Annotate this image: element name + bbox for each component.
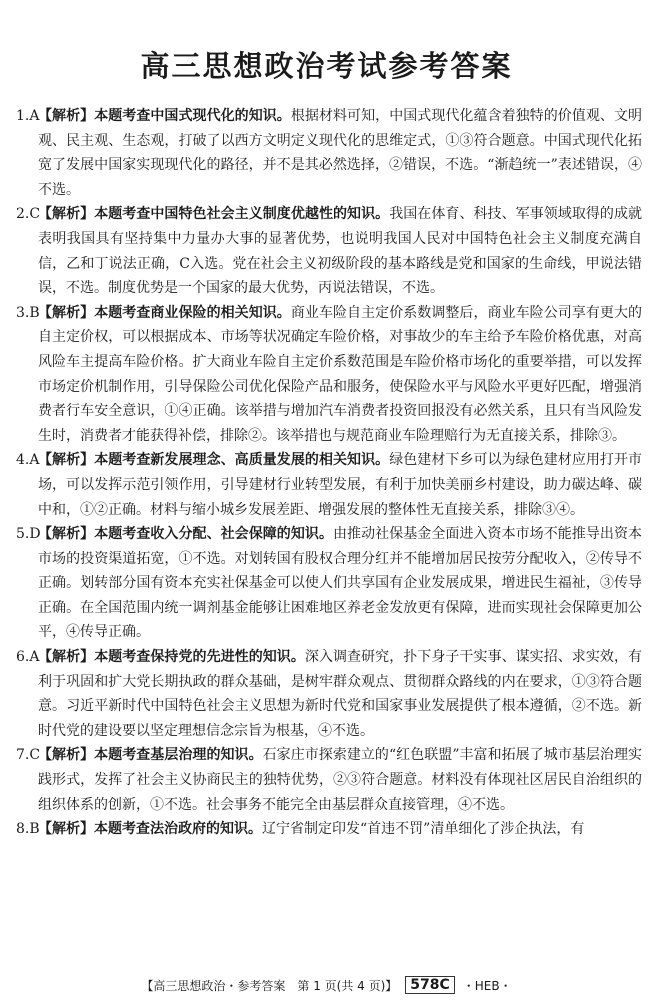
answer-letter: B bbox=[29, 821, 40, 838]
answer-letter: C bbox=[29, 206, 41, 223]
analysis-body: 绿色建材下乡可以为绿色建材应用打开市场，可以发挥示范引领作用，引导建材行业转型发展，有利于加快美丽乡村建设，助力碳达峰、碳中和，①②正确。材料与缩小城乡发展差距、增强发展的整体性无直接关系，排除③④。 bbox=[38, 452, 643, 518]
analysis-heading: 【解析】本题考查基层治理的知识。 bbox=[38, 747, 263, 764]
answer-number: 2. bbox=[16, 206, 30, 223]
answer-item bbox=[16, 817, 642, 842]
answer-item bbox=[16, 301, 642, 449]
analysis-heading: 【解析】本题考查新发展理念、高质量发展的相关知识。 bbox=[38, 452, 390, 469]
analysis-heading: 【解析】本题考查中国式现代化的知识。 bbox=[38, 108, 291, 124]
answer-list bbox=[16, 104, 642, 842]
analysis-body: 我国在体育、科技、军事领域取得的成就表明我国具有坚持集中力量办大事的显著优势，也说明我国人民对中国特色社会主义制度充满自信，乙和丁说法正确，C入选。党在社会主义初级阶段的基本路线是党和国家的生命线，甲说法错误，不选。制度优势是一个国家的最大优势，丙说法错误，不选。 bbox=[38, 206, 643, 297]
answer-letter: A bbox=[29, 452, 40, 469]
answer-item bbox=[16, 743, 642, 817]
analysis-body: 根据材料可知，中国式现代化蕴含着独特的价值观、文明观、民主观、生态观，打破了以西方文明定义现代化的思维定式，①③符合题意。中国式现代化拓宽了发展中国家实现现代化的路径，并不是其必然选择，②错误，不选。“渐趋统一”表述错误，④不选。 bbox=[38, 108, 643, 198]
analysis-body: 石家庄市探索建立的“红色联盟”丰富和拓展了城市基层治理实践形式，发挥了社会主义协商民主的独特优势，②③符合题意。材料没有体现社区居民自治组织的组织体系的创新，①不选。社会事务不能完全由基层群众直接管理，④不选。 bbox=[38, 747, 642, 813]
answer-number: 7. bbox=[16, 747, 30, 764]
analysis-heading: 【解析】本题考查商业保险的相关知识。 bbox=[38, 304, 291, 321]
answer-letter: C bbox=[29, 747, 41, 764]
analysis-heading: 【解析】本题考查保持党的先进性的知识。 bbox=[38, 649, 305, 666]
analysis-heading: 【解析】本题考查法治政府的知识。 bbox=[38, 821, 262, 838]
analysis-body: 深入调查研究，扑下身子干实事、谋实招、求实效，有利于巩固和扩大党长期执政的群众基础，是树牢群众观点、贯彻群众路线的内在要求，①③符合题意。习近平新时代中国特色社会主义思想为新时代党和国家事业发展提供了根本遵循，②不选。新时代党的建设要以坚定理想信念宗旨为根基，④不选。 bbox=[38, 649, 643, 739]
answer-number: 1. bbox=[16, 108, 30, 124]
answer-letter: D bbox=[29, 526, 41, 543]
footer-suffix: ・HEB・ bbox=[462, 978, 512, 993]
answer-item bbox=[16, 202, 642, 300]
footer-text: 【高三思想政治・参考答案 第 1 页(共 4 页)】 bbox=[141, 978, 398, 993]
answer-number: 3. bbox=[16, 304, 30, 321]
analysis-body: 由推动社保基金全面进入资本市场不能推导出资本市场的投资渠道拓宽，①不选。对划转国有股权合理分红并不能增加居民按劳分配收入，②传导不正确。划转部分国有资本充实社保基金可以使人们共享国有企业发展成果，增进民生福祉，③传导正确。在全国范围内统一调剂基金能够让困难地区养老金发放更有保障，进而实现社会保障更加公平，④传导正确。 bbox=[38, 526, 642, 641]
page-footer bbox=[0, 976, 653, 994]
answer-number: 4. bbox=[16, 452, 30, 469]
analysis-body: 商业车险自主定价系数调整后，商业车险公司享有更大的自主定价权，可以根据成本、市场等状况确定车险价格，对事故少的车主给予车险价格优惠，对高风险车主提高车险价格。扩大商业车险自主定价系数范围是车险价格市场化的重要举措，可以发挥市场定价机制作用，引导保险公司优化保险产品和服务，使保险水平与风险水平更好匹配，增强消费者行车安全意识，①④正确。该举措与增加汽车消费者投资回报没有必然关系，且只有当风险发生时，消费者才能获得补偿，排除②。该举措也与规范商业车险理赔行为无直接关系，排除③。 bbox=[38, 304, 643, 444]
answer-letter: B bbox=[29, 304, 40, 321]
answer-number: 6. bbox=[16, 649, 30, 666]
answer-item bbox=[16, 522, 642, 645]
answer-number: 5. bbox=[16, 526, 30, 543]
answer-item bbox=[16, 104, 642, 202]
analysis-body: 辽宁省制定印发“首违不罚”清单细化了涉企执法，有 bbox=[262, 821, 585, 838]
analysis-heading: 【解析】本题考查中国特色社会主义制度优越性的知识。 bbox=[38, 206, 390, 223]
answer-item bbox=[16, 645, 642, 743]
answer-item bbox=[16, 448, 642, 522]
answer-number: 8. bbox=[16, 821, 30, 838]
page-title: 高三思想政治考试参考答案 bbox=[140, 49, 513, 83]
answer-letter: A bbox=[29, 649, 40, 666]
answer-letter: A bbox=[29, 108, 40, 124]
analysis-heading: 【解析】本题考查收入分配、社会保障的知识。 bbox=[38, 526, 333, 543]
paper-code: 578C bbox=[405, 976, 455, 994]
